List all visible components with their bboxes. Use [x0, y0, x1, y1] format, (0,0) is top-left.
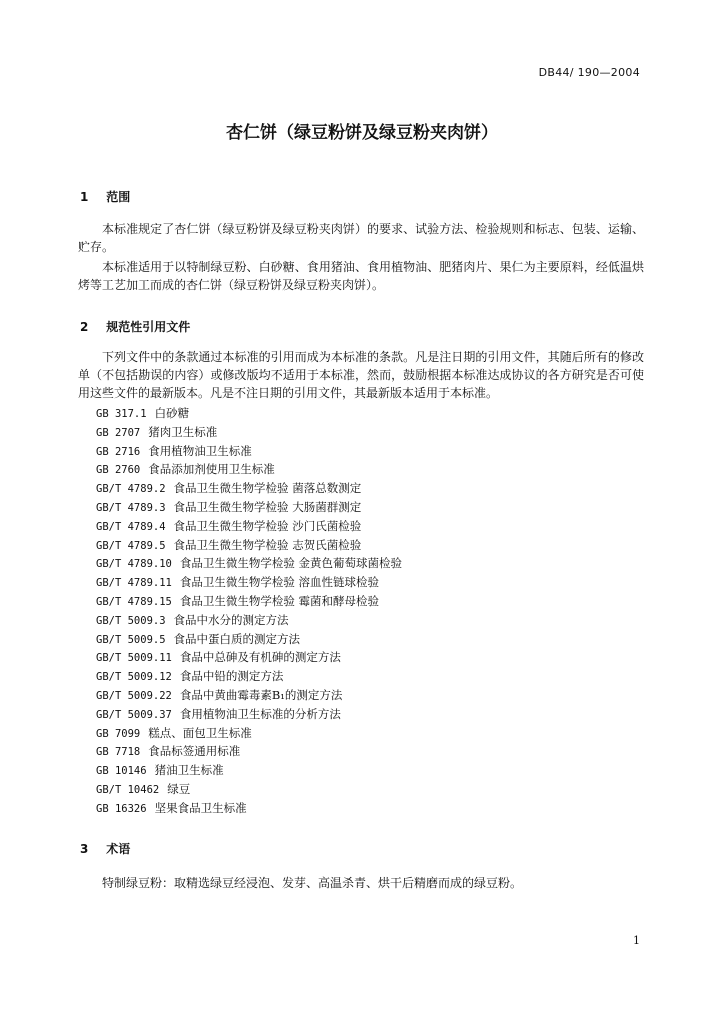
list-item: GB/T 4789.15 食品卫生微生物学检验 霉菌和酵母检验: [96, 593, 380, 608]
list-item: GB 10146 猪油卫生标准: [96, 763, 224, 778]
standard-code: DB44/ 190—2004: [538, 66, 640, 79]
list-item: GB 16326 坚果食品卫生标准: [96, 800, 247, 815]
section-title: 范围: [106, 190, 131, 204]
scope-paragraph-2: 本标准适用于以特制绿豆粉、白砂糖、食用猪油、食用植物油、肥猪肉片、果仁为主要原料，经低温烘烤等工艺加工而成的杏仁饼（绿豆粉饼及绿豆粉夹肉饼）。: [78, 260, 644, 292]
list-item: GB/T 5009.11 食品中总砷及有机砷的测定方法: [96, 650, 341, 665]
list-item: GB/T 4789.2 食品卫生微生物学检验 菌落总数测定: [96, 481, 362, 496]
section-number: 2: [80, 320, 89, 334]
list-item: GB/T 4789.10 食品卫生微生物学检验 金黄色葡萄球菌检验: [96, 556, 403, 571]
list-item: GB/T 4789.5 食品卫生微生物学检验 志贺氏菌检验: [96, 537, 362, 552]
section-heading-terms: [80, 840, 130, 857]
section-number: 1: [80, 190, 89, 204]
list-item: GB/T 10462 绿豆: [96, 781, 191, 796]
section-title: 术语: [106, 842, 131, 856]
list-item: GB 2716 食用植物油卫生标准: [96, 443, 252, 458]
list-item: GB/T 4789.3 食品卫生微生物学检验 大肠菌群测定: [96, 499, 362, 514]
list-item: GB 317.1 白砂糖: [96, 406, 190, 420]
references-intro-paragraph: 下列文件中的条款通过本标准的引用而成为本标准的条款。凡是注日期的引用文件，其随后所有的修改单（不包括勘误的内容）或修改版均不适用于本标准，然而，鼓励根据本标准达成协议的各方研究是否可使用这些文件的最新版本。凡是不注日期的引用文件，其最新版本适用于本标准。: [78, 350, 644, 400]
list-item: GB/T 5009.12 食品中铅的测定方法: [96, 669, 284, 684]
list-item: GB/T 4789.11 食品卫生微生物学检验 溶血性链球检验: [96, 575, 380, 590]
scope-paragraph-1: 本标准规定了杏仁饼（绿豆粉饼及绿豆粉夹肉饼）的要求、试验方法、检验规则和标志、包装、运输、贮存。: [78, 222, 644, 254]
page-number: 1: [633, 934, 640, 947]
terms-definition-paragraph: 特制绿豆粉：取精选绿豆经浸泡、发芽、高温杀青、烘干后精磨而成的绿豆粉。: [102, 876, 523, 890]
section-heading-normative-references: [80, 318, 190, 335]
list-item: GB 2707 猪肉卫生标准: [96, 424, 218, 439]
reference-list: [96, 404, 616, 818]
section-heading-scope: [80, 188, 130, 205]
list-item: GB 7718 食品标签通用标准: [96, 744, 241, 759]
list-item: GB/T 4789.4 食品卫生微生物学检验 沙门氏菌检验: [96, 518, 362, 533]
section-number: 3: [80, 842, 89, 856]
list-item: GB 2760 食品添加剂使用卫生标准: [96, 462, 275, 477]
list-item: GB/T 5009.3 食品中水分的测定方法: [96, 612, 289, 627]
section-title: 规范性引用文件: [106, 320, 191, 334]
list-item: GB/T 5009.37 食用植物油卫生标准的分析方法: [96, 706, 341, 721]
list-item: GB 7099 糕点、面包卫生标准: [96, 725, 252, 740]
list-item: GB/T 5009.5 食品中蛋白质的测定方法: [96, 631, 301, 646]
document-title: 杏仁饼（绿豆粉饼及绿豆粉夹肉饼）: [226, 123, 498, 143]
list-item: GB/T 5009.22 食品中黄曲霉毒素B₁的测定方法: [96, 687, 343, 702]
